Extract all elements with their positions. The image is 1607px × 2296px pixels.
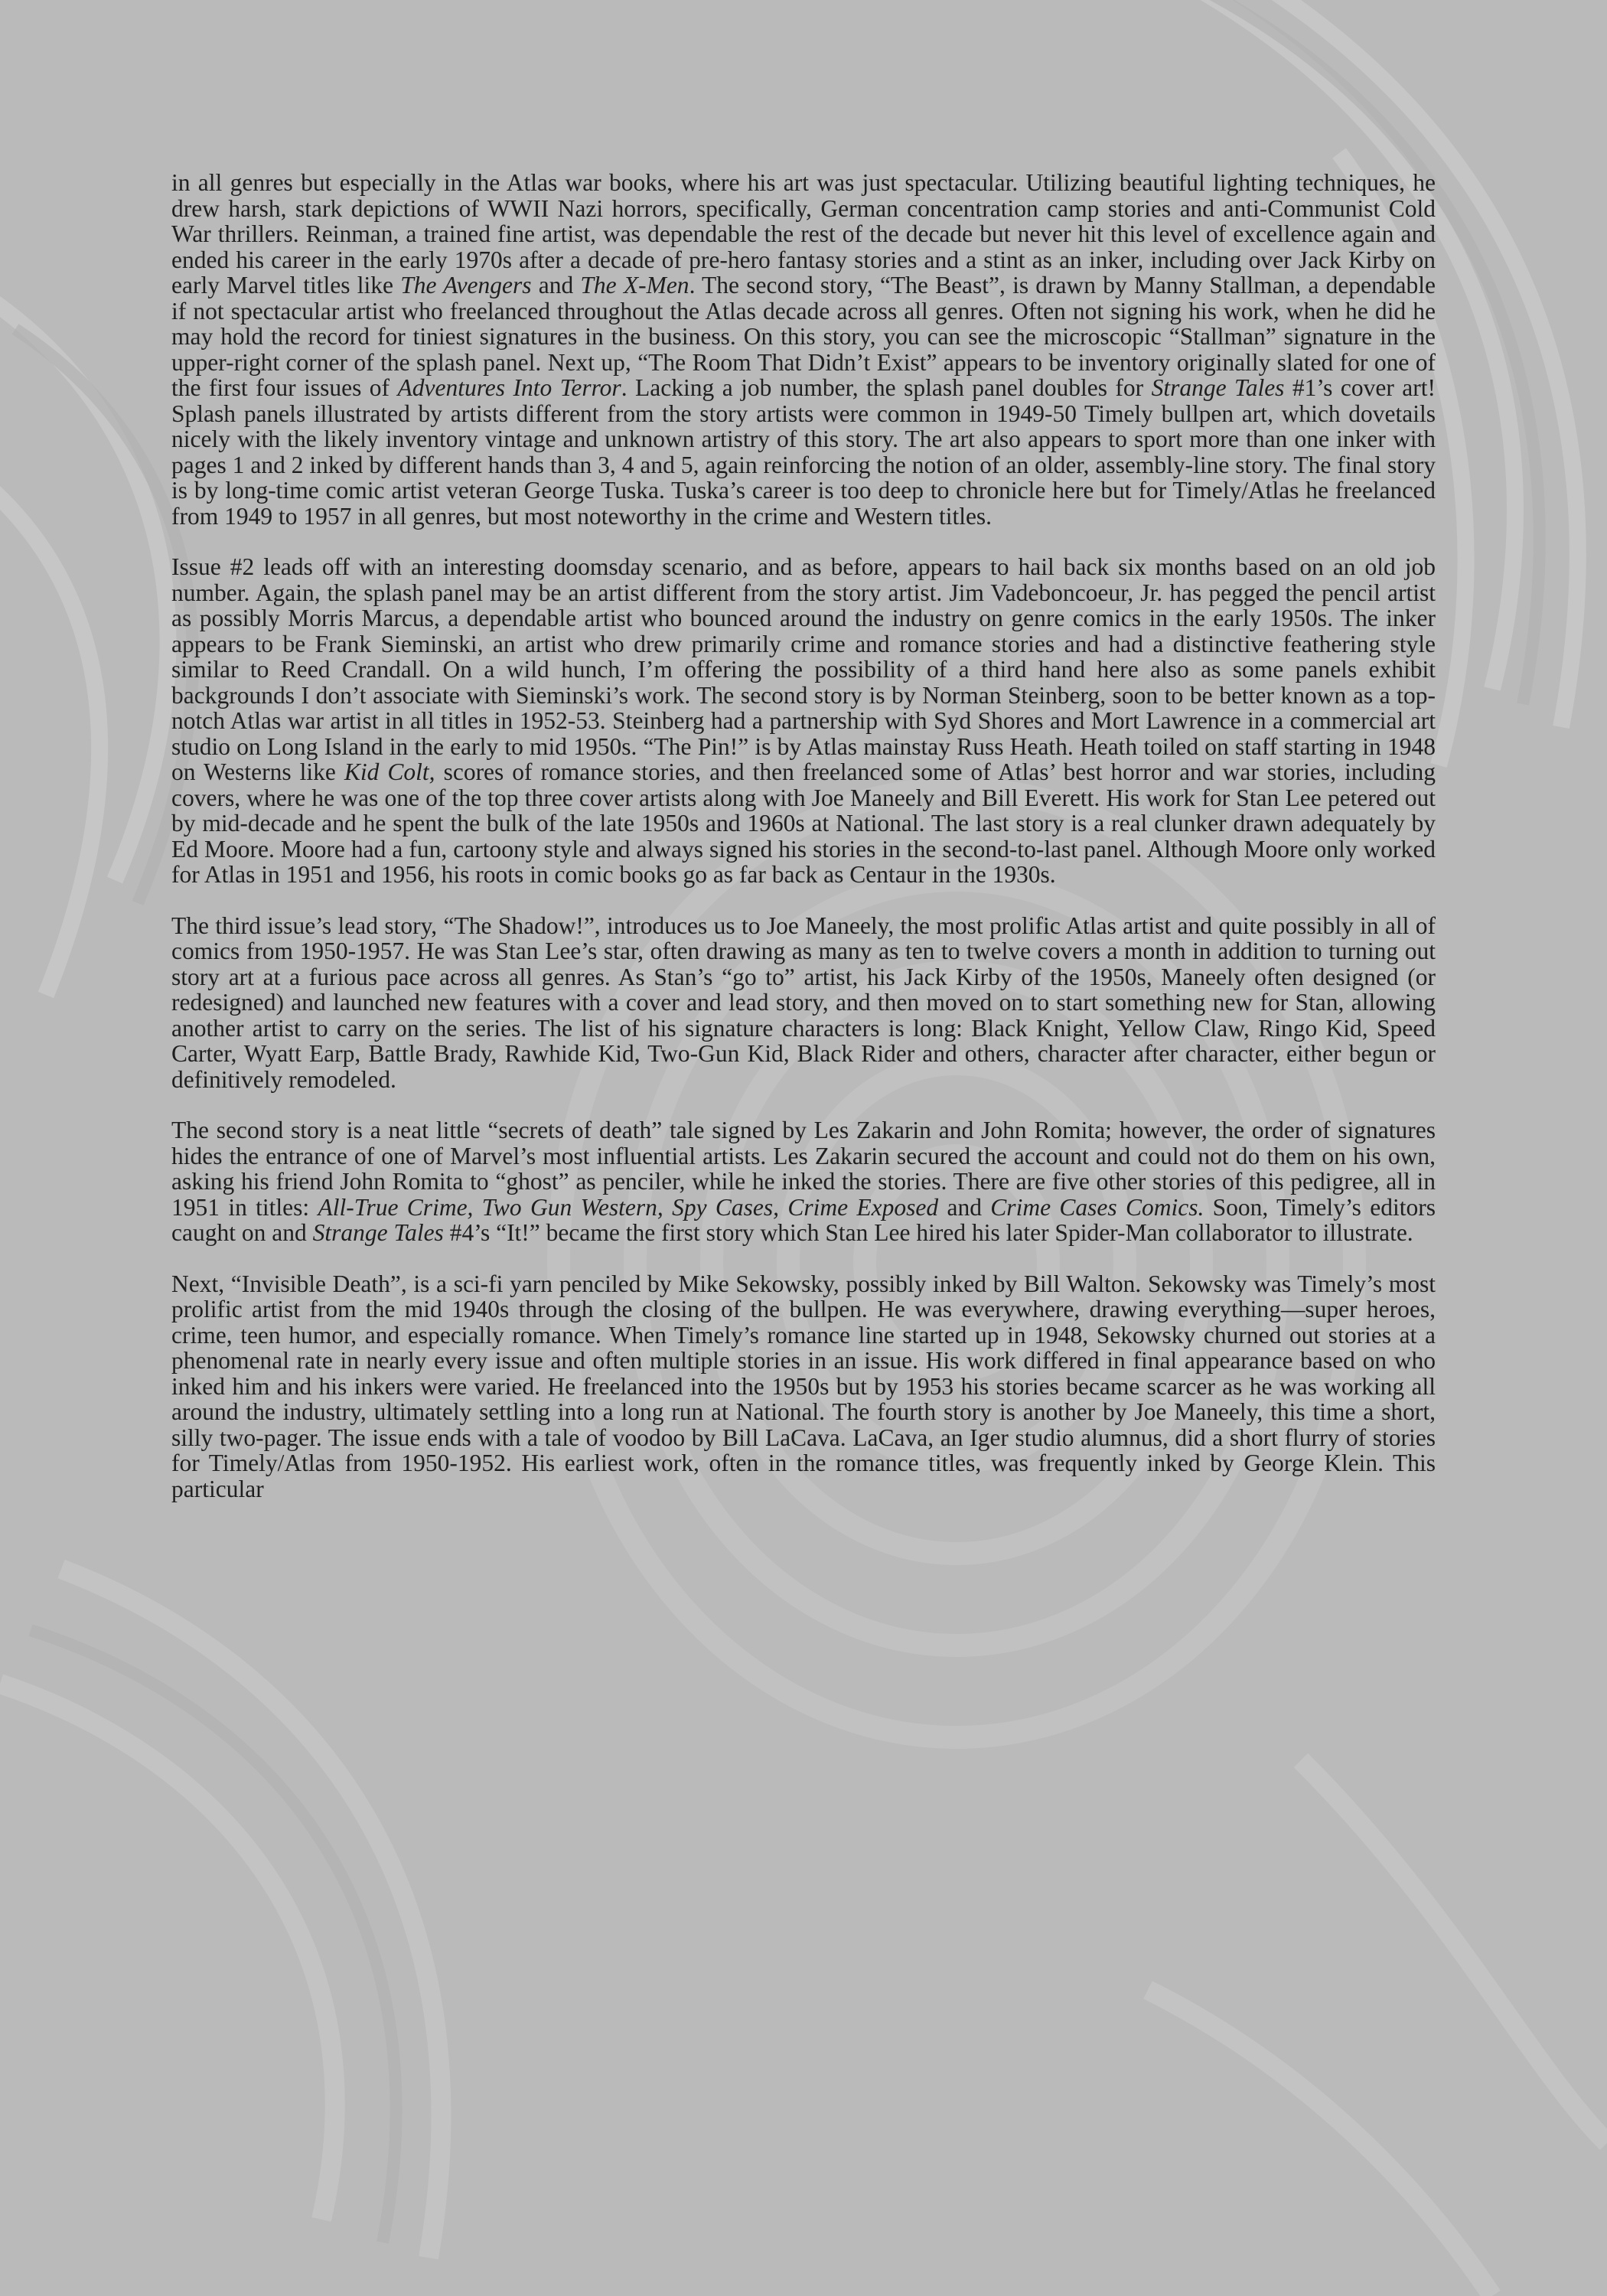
paragraph-3 — [171, 913, 1436, 1093]
text-segment: and — [531, 272, 581, 298]
text-segment: The second story is a neat little “secrets of death” tale signed by Les Zakarin and John Romita; however, the order of signatures hides the entrance of one of Marvel’s most influential artists. Les Zakarin secured the account and could not do them on his own, asking his friend John Romita to “ghost” as penciler, while he inked the stories. There are five other stories of this pedigree, all in 1951 in titles: — [171, 1117, 1436, 1221]
text-segment: #4’s “It!” became the first story which Stan Lee hired his later Spider-Man collaborator to illustrate. — [443, 1219, 1413, 1246]
title-crime-cases-comics: Crime Cases Comics. — [990, 1193, 1204, 1221]
text-segment: . The second story, “The Beast”, is drawn by Manny Stallman, a dependable if not spectacular artist who freelanced throughout the Atlas decade across all genres. Often not signing his work, when he did he may hold the record for tiniest signatures in the business. On this story, you can see the microscopic “Stallman” signature in the upper-right corner of the splash panel. Next up, “The Room That Didn’t Exist” appears to be inventory originally slated for one of the first four issues of — [171, 272, 1436, 401]
text-segment: #1’s cover art! Splash panels illustrated by artists different from the story artists were common in 1949-50 Timely bullpen art, which dovetails nicely with the likely inventory vintage and unknown artistry of this story. The art also appears to sport more than one inker with pages 1 and 2 inked by different hands than 3, 4 and 5, again reinforcing the notion of an older, assembly-line story. The final story is by long-time comic artist veteran George Tuska. Tuska’s career is too deep to chronicle here but for Timely/Atlas he freelanced from 1949 to 1957 in all genres, but most noteworthy in the crime and Western titles. — [171, 374, 1436, 530]
title-the-avengers: The Avengers — [400, 272, 532, 298]
text-segment: Next, “Invisible Death”, is a sci-fi yarn penciled by Mike Sekowsky, possibly inked by Bill Walton. Sekowsky was Timely’s most prolific artist from the mid 1940s through the closing of the bullpen. He was everywhere, drawing everything—super heroes, crime, teen humor, and especially romance. When Timely’s romance line started up in 1948, Sekowsky churned out stories at a phenomenal rate in nearly every issue and often multiple stories in an issue. His work differed in final appearance based on who inked him and his inkers were varied. He freelanced into the 1950s but by 1953 his stories became scarcer as he was working all around the industry, ultimately settling into a long run at National. The fourth story is another by Joe Maneely, this time a short, silly two-pager. The issue ends with a tale of voodoo by Bill LaCava. LaCava, an Iger studio alumnus, did a short flurry of stories for Timely/Atlas from 1950-1952. His earliest work, often in the romance titles, was frequently inked by George Klein. This particular — [171, 1270, 1436, 1502]
title-the-x-men: The X-Men — [580, 272, 689, 298]
title-kid-colt: Kid Colt, — [344, 758, 435, 785]
paragraph-2 — [171, 554, 1436, 888]
title-adventures-into-terror: Adventures Into Terror — [397, 374, 621, 401]
paragraph-5 — [171, 1271, 1436, 1502]
title-strange-tales: Strange Tales — [1151, 374, 1285, 401]
text-segment: . Lacking a job number, the splash panel doubles for — [621, 374, 1152, 401]
paragraph-4 — [171, 1117, 1436, 1246]
text-segment: and — [938, 1193, 991, 1221]
paragraph-1 — [171, 170, 1436, 529]
titles-list: All-True Crime, Two Gun Western, Spy Cases, Crime Exposed — [318, 1193, 939, 1221]
article-body — [171, 170, 1436, 1502]
text-segment: The third issue’s lead story, “The Shadow!”, introduces us to Joe Maneely, the most prolific Atlas artist and quite possibly in all of comics from 1950-1957. He was Stan Lee’s star, often drawing as many as ten to twelve covers a month in addition to turning out story art at a furious pace across all genres. As Stan’s “go to” artist, his Jack Kirby of the 1950s, Maneely often designed (or redesigned) and launched new features with a cover and lead story, and then moved on to start something new for Stan, allowing another artist to carry on the series. The list of his signature characters is long: Black Knight, Yellow Claw, Ringo Kid, Speed Carter, Wyatt Earp, Battle Brady, Rawhide Kid, Two-Gun Kid, Black Rider and others, character after character, either begun or definitively remodeled. — [171, 912, 1436, 1093]
text-segment: Soon, Timely’s editors caught on and — [171, 1193, 1436, 1246]
text-segment: Issue #2 leads off with an interesting doomsday scenario, and as before, appears to hail back six months based on an old job number. Again, the splash panel may be an artist different from the story artist. Jim Vadeboncoeur, Jr. has pegged the pencil artist as possibly Morris Marcus, a dependable artist who bounced around the industry on genre comics in the early 1950s. The inker appears to be Frank Sieminski, an artist who drew primarily crime and romance stories and had a distinctive feathering style similar to Reed Crandall. On a wild hunch, I’m offering the possibility of a third hand here also as some panels exhibit backgrounds I don’t associate with Sieminski’s work. The second story is by Norman Steinberg, soon to be better known as a top-notch Atlas war artist in all titles in 1952-53. Steinberg had a partnership with Syd Shores and Mort Lawrence in a commercial art studio on Long Island in the early to mid 1950s. “The Pin!” is by Atlas mainstay Russ Heath. Heath toiled on staff starting in 1948 on Westerns like — [171, 553, 1436, 785]
text-segment: in all genres but especially in the Atlas war books, where his art was just spectacular. Utilizing beautiful lighting techniques, he drew harsh, stark depictions of WWII Nazi horrors, specifically, German concentration camp stories and anti-Communist Cold War thrillers. Reinman, a trained fine artist, was dependable the rest of the decade but never hit this level of excellence again and ended his career in the early 1970s after a decade of pre-hero fantasy stories and a stint as an inker, including over Jack Kirby on early Marvel titles like — [171, 169, 1436, 298]
text-segment: scores of romance stories, and then freelanced some of Atlas’ best horror and war stories, including covers, where he was one of the top three cover artists along with Joe Maneely and Bill Everett. His work for Stan Lee petered out by mid-decade and he spent the bulk of the late 1950s and 1960s at National. The last story is a real clunker drawn adequately by Ed Moore. Moore had a fun, cartoony style and always signed his stories in the second-to-last panel. Although Moore only worked for Atlas in 1951 and 1956, his roots in comic books go as far back as Centaur in the 1930s. — [171, 758, 1436, 888]
title-strange-tales: Strange Tales — [312, 1219, 444, 1246]
